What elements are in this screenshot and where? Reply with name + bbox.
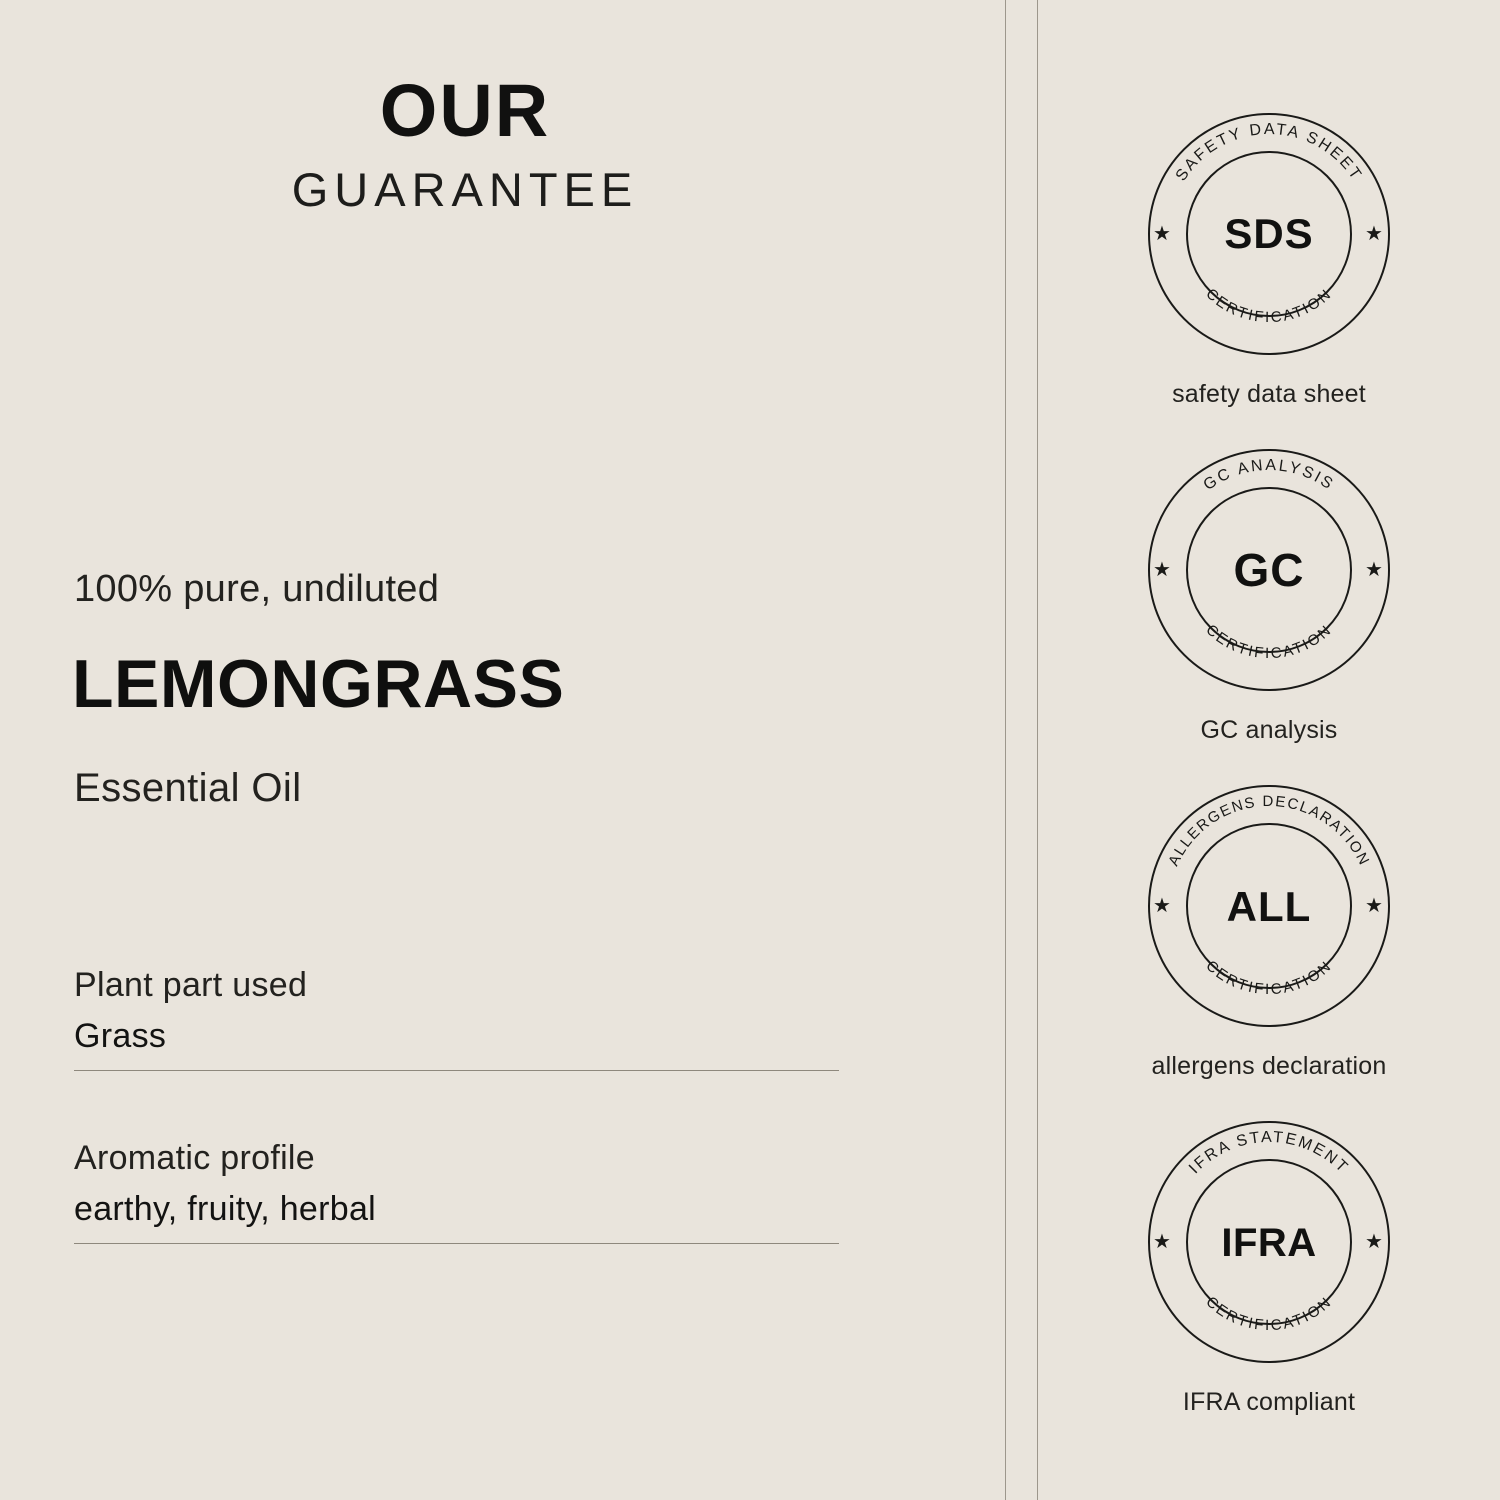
- certification-badge-gc: [1038, 434, 1500, 745]
- spec-value: earthy, fruity, herbal: [74, 1190, 377, 1228]
- product-subtitle: Essential Oil: [74, 766, 302, 810]
- badge-caption: GC analysis: [1200, 716, 1338, 744]
- seal-star-left: ★: [1153, 559, 1171, 581]
- allergens-seal-icon: [1133, 770, 1405, 1042]
- guarantee-line-2: GUARANTEE: [291, 162, 639, 216]
- seal-abbr: SDS: [1224, 210, 1314, 257]
- seal-top-text: SAFETY DATA SHEET: [1172, 120, 1366, 185]
- badge-caption: allergens declaration: [1151, 1052, 1387, 1080]
- spec-aromatic-profile: [74, 1139, 839, 1244]
- seal-top-text: GC ANALYSIS: [1200, 456, 1338, 494]
- seal-bottom-text: CERTIFICATION: [1202, 1293, 1336, 1335]
- purity-statement: 100% pure, undiluted: [74, 568, 440, 610]
- sds-seal-icon: [1133, 98, 1405, 370]
- certification-badge-ifra: [1038, 1106, 1500, 1417]
- gc-seal-icon: [1133, 434, 1405, 706]
- seal-abbr: ALL: [1226, 883, 1312, 930]
- seal-top-text: IFRA STATEMENT: [1185, 1128, 1352, 1178]
- seal-star-right: ★: [1365, 559, 1383, 581]
- seal-bottom-text: CERTIFICATION: [1202, 621, 1336, 663]
- badge-caption: IFRA compliant: [1182, 1388, 1356, 1416]
- certification-badge-sds: [1038, 98, 1500, 409]
- seal-abbr: IFRA: [1221, 1221, 1317, 1265]
- seal-star-right: ★: [1365, 223, 1383, 245]
- spec-label: Aromatic profile: [74, 1139, 315, 1177]
- svg-text:CERTIFICATION: [1202, 285, 1335, 326]
- ifra-seal-icon: [1133, 1106, 1405, 1378]
- spec-underline: [74, 1070, 839, 1071]
- vertical-divider-left: [1005, 0, 1006, 1500]
- seal-star-right: ★: [1365, 1231, 1383, 1253]
- badge-caption: safety data sheet: [1172, 380, 1366, 408]
- seal-star-left: ★: [1153, 895, 1171, 917]
- seal-bottom-text: CERTIFICATION: [1202, 285, 1336, 327]
- guarantee-heading: [0, 69, 930, 217]
- svg-text:CERTIFICATION: [1202, 1293, 1335, 1334]
- guarantee-line-1: OUR: [379, 69, 551, 152]
- spec-value: Grass: [74, 1017, 167, 1055]
- seal-star-left: ★: [1153, 1231, 1171, 1253]
- spec-underline: [74, 1243, 839, 1244]
- certification-column: [1038, 0, 1500, 1500]
- certification-badge-allergens: [1038, 770, 1500, 1081]
- svg-text:CERTIFICATION: [1202, 621, 1335, 662]
- seal-star-right: ★: [1365, 895, 1383, 917]
- seal-bottom-text: CERTIFICATION: [1202, 957, 1336, 999]
- seal-top-text: ALLERGENS DECLARATION: [1165, 793, 1373, 869]
- spec-plant-part: [74, 966, 839, 1071]
- seal-star-left: ★: [1153, 223, 1171, 245]
- spec-label: Plant part used: [74, 966, 308, 1004]
- seal-abbr: GC: [1233, 544, 1305, 596]
- svg-text:ALLERGENS DECLARATION: [1165, 793, 1373, 869]
- svg-text:CERTIFICATION: [1202, 957, 1335, 998]
- page-title: LEMONGRASS: [72, 646, 565, 722]
